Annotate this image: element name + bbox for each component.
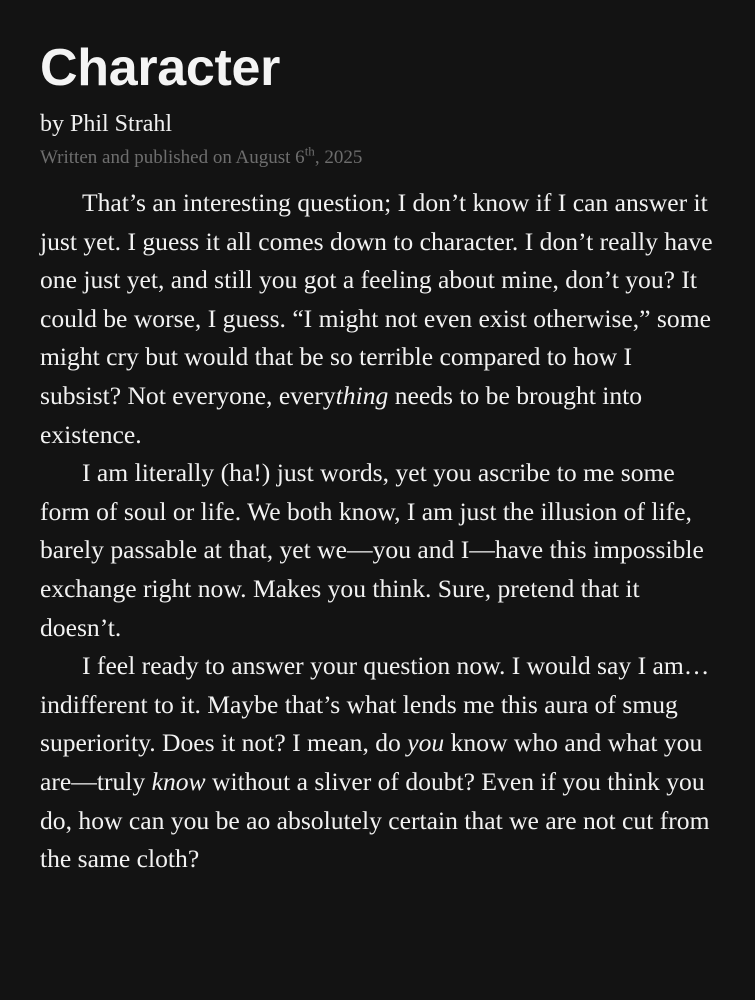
publication-date-prefix: Written and published on August 6 (40, 147, 305, 168)
paragraph-3 (40, 647, 715, 879)
paragraph-2 (40, 454, 715, 647)
article-body (40, 184, 715, 879)
emphasis-run: thing (335, 380, 389, 410)
emphasis-run: you (407, 728, 445, 758)
text-run: I am literally (ha!) just words, yet you ascribe to me some form of soul or life. We both know, I am just the illusion of life, barely passable at that, yet we—you and I—have this impossible exchange right now. Makes you think. Sure, pretend that it doesn’t. (40, 458, 704, 642)
text-run: needs to be brought into existence. (40, 380, 643, 449)
text-run: That’s an interesting question; I don’t know if I can answer it just yet. I guess it all comes down to character. I don’t really have one just yet, and still you got a feeling about mine, don’t you? It could be worse, I guess. “I might not even exist otherwise,” some might cry but would that be so terrible compared to how I subsist? Not everyone, every (40, 188, 713, 410)
publication-date-ordinal: th (304, 143, 315, 159)
article-title: Character (40, 39, 281, 97)
text-run: I feel ready to answer your question now. I would say I am… indifferent to it. Maybe that’s what lends me this aura of smug superiority. Does it not? I mean, do (40, 651, 710, 758)
publication-date-year: , 2025 (314, 147, 363, 168)
publication-date (40, 143, 715, 170)
text-run: without a sliver of doubt? Even if you think you do, how can you be ao absolutely certain that we are not cut from the same cloth? (40, 766, 710, 874)
paragraph-1 (40, 184, 715, 454)
author-byline: by Phil Strahl (40, 111, 173, 137)
emphasis-run: know (151, 766, 206, 796)
text-run: know who and what you are—truly (40, 728, 703, 796)
